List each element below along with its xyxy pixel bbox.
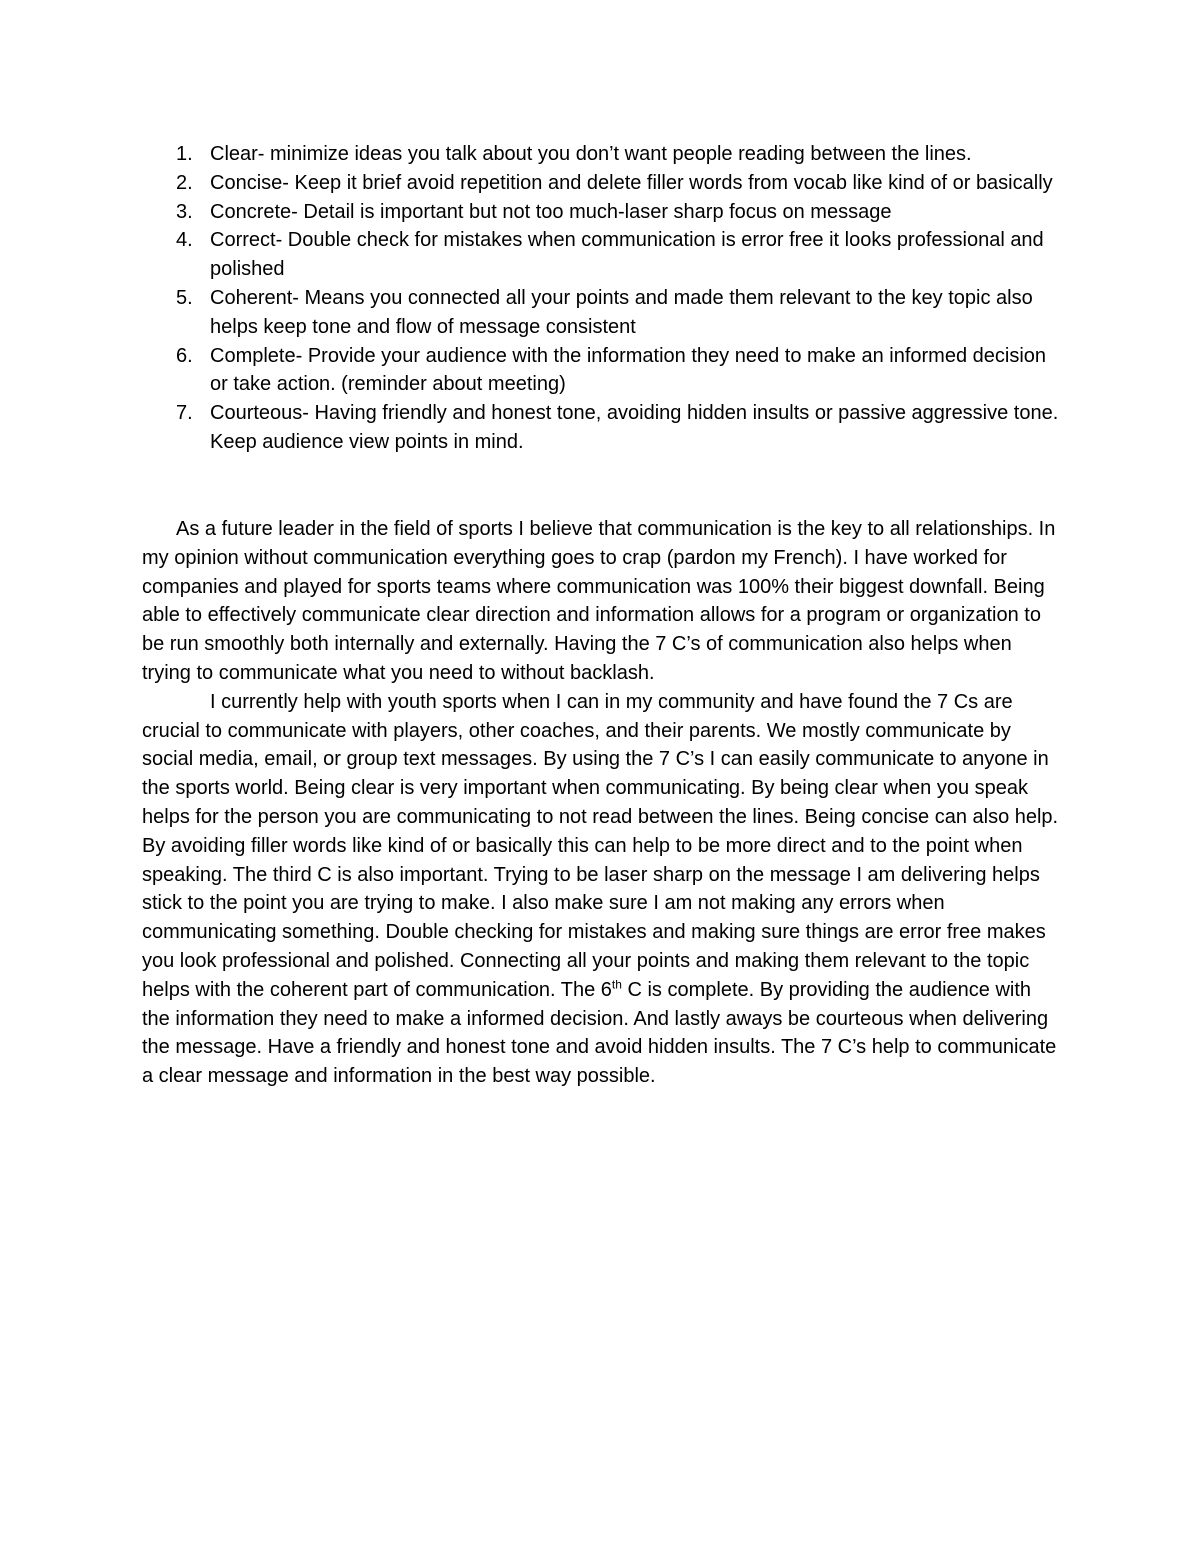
seven-cs-list [142,140,1062,457]
list-item [142,284,1062,342]
list-item [142,198,1062,227]
list-number: 2. [176,171,193,194]
paragraph-leadership: As a future leader in the field of sports I believe that communication is the key to all relationships. In my opinion without communication everything goes to crap (pardon my French). I have worked for companies and played for sports teams where communication was 100% their biggest downfall. Being able to effectively communicate clear direction and information allows for a program or organization to be run smoothly both internally and externally. Having the 7 C’s of communication also helps when trying to communicate what you need to without backlash. [142,518,1056,684]
list-text: Complete- Provide your audience with the information they need to make an informed decision or take action. (reminder about meeting) [210,344,1047,396]
list-text: Concise- Keep it brief avoid repetition and delete filler words from vocab like kind of or basically [210,171,1053,194]
list-item [142,342,1062,400]
list-number: 1. [176,143,193,165]
list-number: 5. [176,286,193,309]
list-number: 3. [176,200,193,223]
list-text: Courteous- Having friendly and honest tone, avoiding hidden insults or passive aggressive tone. Keep audience view points in mind. [210,402,1059,453]
list-text: Concrete- Detail is important but not too much-laser sharp focus on message [210,200,892,223]
list-number: 4. [176,229,193,252]
list-number: 6. [176,344,193,367]
list-item [142,140,1062,169]
paragraph-text: C is complete. By providing the audience with the information they need to make a informed decision. And lastly aways be courteous when delivering the message. Have a friendly and honest tone and avoid hidden insults. The 7 C’s help to communicate a clear message and information in the best way possible. [142,978,1057,1088]
list-item [142,399,1062,457]
list-item [142,169,1062,198]
list-number: 7. [176,402,193,425]
superscript-ordinal: th [611,977,622,992]
paragraph-text: I currently help with youth sports when I can in my community and have found the 7 Cs are crucial to communicate with players, other coaches, and their parents. We mostly communicate by social media, email, or group text messages. By using the 7 C’s I can easily communicate to anyone in the sports world. Being clear is very important when communicating. By being clear when you speak helps for the person you are communicating to not read between the lines. Being concise can also help. By avoiding filler words like kind of or basically this can help to be more direct and to the point when speaking. The third C is also important. Trying to be laser sharp on the message I am delivering helps stick to the point you are trying to make. I also make sure I am not making any errors when communicating something. Double checking for mistakes and making sure things are error free makes you look professional and polished. Connecting all your points and making them relevant to the topic helps with the coherent part of communication. The 6 [142,690,1059,1001]
list-text: Clear- minimize ideas you talk about you don’t want people reading between the lines. [210,143,972,165]
essay-body [142,515,1062,1091]
paragraph-youth-sports [142,688,1062,1091]
list-text: Coherent- Means you connected all your points and made them relevant to the key topic also helps keep tone and flow of message consistent [210,286,1033,338]
list-text: Correct- Double check for mistakes when communication is error free it looks professional and polished [210,229,1044,281]
list-item [142,226,1062,284]
